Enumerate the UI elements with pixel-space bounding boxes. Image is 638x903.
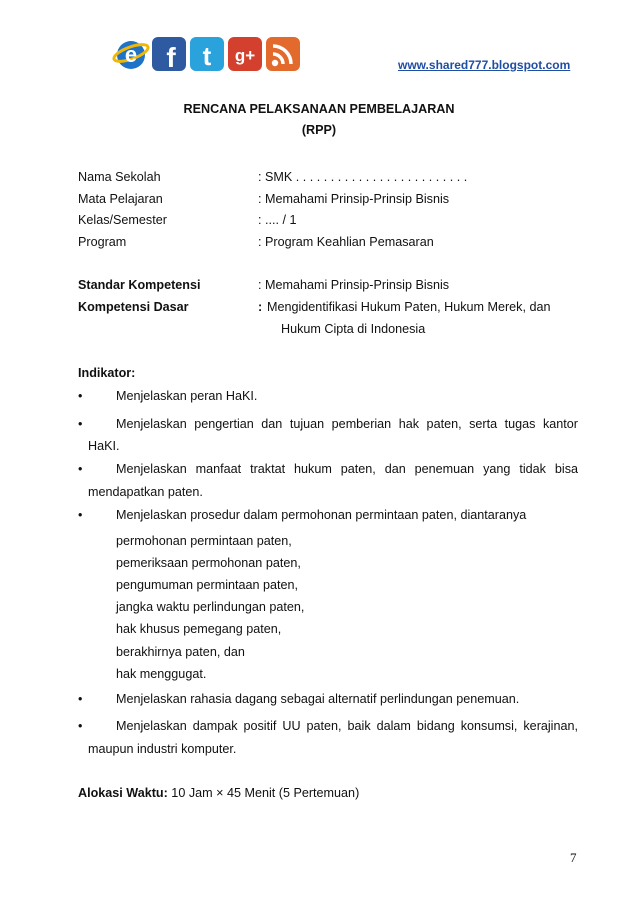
twitter-icon[interactable] — [188, 35, 226, 73]
svg-text:e: e — [124, 42, 138, 67]
label-program: Program — [78, 235, 127, 249]
value-kompetensi-dasar-line2: Hukum Cipta di Indonesia — [281, 322, 426, 336]
indicator-item: Menjelaskan rahasia dagang sebagai alternatif perlindungan penemuan. — [116, 692, 520, 706]
time-allocation — [78, 786, 359, 800]
google-plus-icon[interactable] — [226, 35, 264, 73]
document-title: RENCANA PELAKSANAAN PEMBELAJARAN — [183, 102, 455, 116]
sub-item: berakhirnya paten, dan — [116, 645, 245, 659]
value-kelas-semester: : .... / 1 — [258, 213, 297, 227]
facebook-icon[interactable] — [150, 35, 188, 73]
bullet-icon: • — [78, 719, 83, 733]
indicator-item: Menjelaskan pengertian dan tujuan pemberian hak paten, serta tugas kantor — [116, 417, 578, 431]
label-standar-kompetensi: Standar Kompetensi — [78, 278, 201, 292]
label-nama-sekolah: Nama Sekolah — [78, 170, 161, 184]
sub-item: hak khusus pemegang paten, — [116, 622, 282, 636]
value-nama-sekolah: : SMK . . . . . . . . . . . . . . . . . . . . . . . . . — [258, 170, 468, 184]
kompetensi-dasar-colon: : — [258, 300, 263, 314]
time-allocation-label: Alokasi Waktu: — [78, 786, 168, 800]
bullet-icon: • — [78, 389, 83, 403]
label-kelas-semester: Kelas/Semester — [78, 213, 167, 227]
bullet-icon: • — [78, 417, 83, 431]
indicator-item: Menjelaskan dampak positif UU paten, baik dalam bidang konsumsi, kerajinan, — [116, 719, 578, 733]
sub-item: jangka waktu perlindungan paten, — [116, 600, 305, 614]
sub-item: pengumuman permintaan paten, — [116, 578, 299, 592]
document-subtitle: (RPP) — [301, 123, 337, 137]
indicator-item-continued: maupun industri komputer. — [88, 742, 237, 756]
value-kompetensi-dasar-line1: Mengidentifikasi Hukum Paten, Hukum Merek, dan — [267, 300, 551, 314]
value-program: : Program Keahlian Pemasaran — [258, 235, 434, 249]
value-mata-pelajaran: : Memahami Prinsip-Prinsip Bisnis — [258, 192, 450, 206]
time-allocation-value: 10 Jam × 45 Menit (5 Pertemuan) — [167, 786, 360, 800]
bullet-icon: • — [78, 508, 83, 522]
sub-item: permohonan permintaan paten, — [116, 534, 292, 548]
indicator-item-continued: HaKI. — [88, 439, 120, 453]
svg-text:t: t — [202, 41, 212, 71]
value-standar-kompetensi: : Memahami Prinsip-Prinsip Bisnis — [258, 278, 450, 292]
bullet-icon: • — [78, 462, 83, 476]
svg-text:f: f — [166, 42, 176, 73]
page-number: 7 — [570, 850, 577, 865]
indicator-item: Menjelaskan manfaat traktat hukum paten, dan penemuan yang tidak bisa — [116, 462, 578, 476]
indicators-heading: Indikator: — [78, 366, 136, 380]
label-mata-pelajaran: Mata Pelajaran — [78, 192, 163, 206]
site-url-link[interactable]: www.shared777.blogspot.com — [398, 58, 571, 72]
indicator-item: Menjelaskan peran HaKI. — [116, 389, 258, 403]
indicator-item-continued: mendapatkan paten. — [88, 485, 203, 499]
indicator-item: Menjelaskan prosedur dalam permohonan permintaan paten, diantaranya — [116, 508, 527, 522]
rss-icon[interactable] — [264, 35, 302, 73]
ie-icon[interactable] — [112, 35, 150, 73]
sub-item: hak menggugat. — [116, 667, 207, 681]
bullet-icon: • — [78, 692, 83, 706]
svg-text:g+: g+ — [234, 46, 256, 65]
label-kompetensi-dasar: Kompetensi Dasar — [78, 300, 189, 314]
sub-item: pemeriksaan permohonan paten, — [116, 556, 301, 570]
